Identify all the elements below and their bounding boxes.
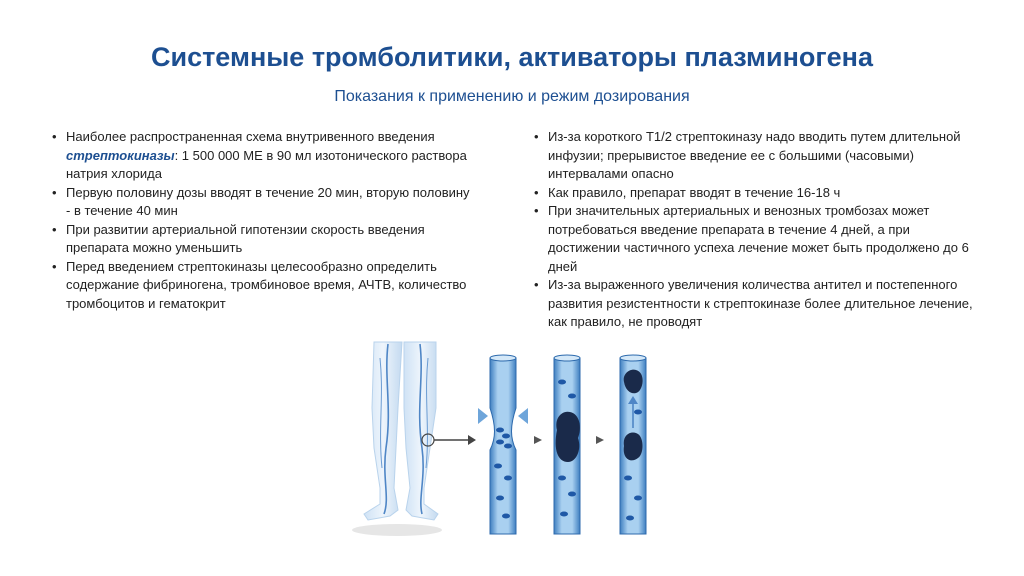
list-item: • Первую половину дозы вводят в течение 20 мин, вторую половину - в течение 40 мин [52, 184, 472, 221]
arrow-right-icon [434, 435, 476, 445]
legs-icon [352, 342, 442, 536]
list-item: • Перед введением стрептокиназы целесообразно определить содержание фибриногена, тромбиновое время, АЧТВ, количество тромбоцитов и гематокрит [52, 258, 472, 314]
arrow-right-icon [534, 436, 542, 444]
left-bullet-list [52, 128, 472, 313]
drug-name-emphasis: стрептокиназы [66, 147, 175, 163]
right-column [534, 128, 974, 332]
right-bullet-list [534, 128, 974, 332]
blood-clot [624, 433, 643, 461]
list-item: • Наиболее распространенная схема внутривенного введения стрептокиназы: 1 500 000 МЕ в 90 мл изотонического раствора натрия хлорида [52, 128, 472, 184]
arrow-right-icon [596, 436, 604, 444]
left-column [52, 128, 472, 313]
slide-title: Системные тромболитики, активаторы плазминогена [150, 42, 874, 72]
vessel-stage-1 [478, 355, 528, 534]
vessel-stage-3 [620, 355, 646, 534]
list-item: • Из-за выраженного увеличения количества антител и постепенного развития резистентности к стрептокиназе более длительное лечение, как правило, не проводят [534, 276, 974, 332]
thrombosis-illustration [350, 338, 680, 538]
list-item: • Из-за короткого Т1/2 стрептокиназу надо вводить путем длительной инфузии; прерывистое введение ее с большими (часовыми) интервалами опасно [534, 128, 974, 184]
list-item: • При развитии артериальной гипотензии скорость введения препарата можно уменьшить [52, 221, 472, 258]
list-item: • Как правило, препарат вводят в течение 16-18 ч [534, 184, 974, 203]
blood-clot [556, 412, 580, 462]
vessel-stage-2 [554, 355, 580, 534]
slide-subtitle: Показания к применению и режим дозирования [334, 88, 690, 105]
list-item: • При значительных артериальных и венозных тромбозах может потребоваться введение препарата в течение 4 дней, а при достижении частичного успеха лечение может быть продолжено до 6 дней [534, 202, 974, 276]
